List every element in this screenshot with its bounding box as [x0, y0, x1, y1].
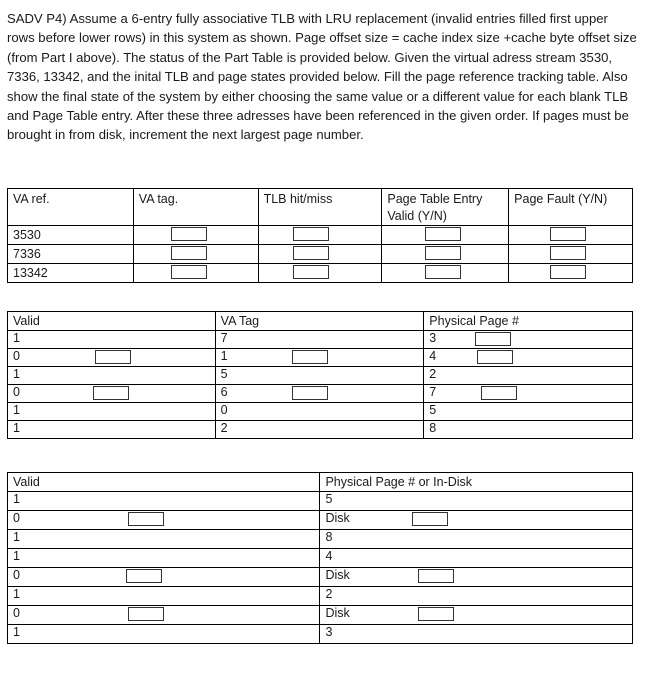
ppn-value: 8	[429, 421, 437, 435]
answer-box[interactable]	[550, 227, 586, 241]
table-row	[8, 587, 633, 606]
tlb-tag-cell	[215, 349, 424, 367]
va-ref-cell: 13342	[8, 264, 134, 283]
pt-value-cell	[320, 511, 633, 530]
table-row	[8, 530, 633, 549]
answer-box[interactable]	[418, 607, 454, 621]
pt-valid-cell	[8, 625, 320, 644]
pt-value-cell	[320, 587, 633, 606]
tracking-header-row	[8, 189, 633, 226]
pt-valid-cell	[8, 492, 320, 511]
va-tag-cell	[133, 226, 258, 245]
table-row	[8, 492, 633, 511]
table-row	[8, 331, 633, 349]
valid-value: 1	[13, 421, 20, 435]
tlb-tag-cell	[215, 403, 424, 421]
header-page-fault: Page Fault (Y/N)	[509, 189, 633, 226]
tlb-ppn-cell	[424, 403, 633, 421]
header-va-ref: VA ref.	[8, 189, 134, 226]
answer-box[interactable]	[418, 569, 454, 583]
header-valid: Valid	[8, 312, 216, 331]
pt-valid-cell	[8, 511, 320, 530]
va-tag-cell	[133, 245, 258, 264]
page-table-header-row	[8, 473, 633, 492]
tag-value: 7	[220, 331, 228, 345]
answer-box[interactable]	[293, 227, 329, 241]
answer-box[interactable]	[292, 350, 328, 364]
table-row	[8, 367, 633, 385]
table-row	[8, 226, 633, 245]
problem-statement: SADV P4) Assume a 6-entry fully associative TLB with LRU replacement (invalid entries filled first upper rows before lower rows) in this system as shown. Page offset size = cache index size +cache byte offset size (from Part I above). The status of the Part Table is provided below. Given the virtual adress stream 3530, 7336, 13342, and the inital TLB and page states provided below. Fill the page reference tracking table. Also show the final state of the system by either choosing the same value or a different value for each blank TLB and Page Table entry. After these three adresses have been referenced in the given order. If pages must be brought in from disk, increment the next largest page number.	[7, 11, 637, 143]
pt-valid-cell	[8, 587, 320, 606]
answer-box[interactable]	[481, 386, 517, 400]
pt-valid-cell	[8, 568, 320, 587]
table-row	[8, 349, 633, 367]
page-table	[7, 472, 633, 644]
ppn-value: 2	[429, 367, 437, 381]
pt-value-cell	[320, 530, 633, 549]
tlb-ppn-cell	[424, 385, 633, 403]
tag-value: 2	[220, 421, 228, 435]
tlb-hit-miss-cell	[258, 226, 382, 245]
pt-value-cell	[320, 568, 633, 587]
pt-value-cell	[320, 492, 633, 511]
answer-box[interactable]	[171, 246, 207, 260]
va-ref-cell: 7336	[8, 245, 134, 264]
page-fault-cell	[509, 264, 633, 283]
tag-value: 0	[220, 403, 228, 417]
pt-value-cell	[320, 625, 633, 644]
header-physical-page-or-disk: Physical Page # or In-Disk	[320, 473, 633, 492]
header-va-tag: VA tag.	[133, 189, 258, 226]
tlb-header-row	[8, 312, 633, 331]
answer-box[interactable]	[425, 246, 461, 260]
pt-value-cell	[320, 549, 633, 568]
table-row	[8, 511, 633, 530]
pt-valid-cell	[8, 549, 320, 568]
tlb-hit-miss-cell	[258, 264, 382, 283]
answer-box[interactable]	[550, 265, 586, 279]
pt-valid-cell	[8, 530, 320, 549]
tag-value: 1	[220, 349, 228, 363]
header-pte-valid: Page Table Entry Valid (Y/N)	[382, 189, 509, 226]
va-tag-cell	[133, 264, 258, 283]
pt-value-cell	[320, 606, 633, 625]
tlb-valid-cell	[8, 421, 216, 439]
table-row	[8, 568, 633, 587]
answer-box[interactable]	[171, 227, 207, 241]
tlb-ppn-cell	[424, 349, 633, 367]
tlb-table	[7, 311, 633, 439]
tlb-ppn-cell	[424, 331, 633, 349]
ppn-value: 2	[325, 587, 333, 601]
tlb-ppn-cell	[424, 421, 633, 439]
header-physical-page: Physical Page #	[424, 312, 633, 331]
va-ref-cell: 3530	[8, 226, 134, 245]
tlb-valid-cell	[8, 331, 216, 349]
answer-box[interactable]	[93, 386, 129, 400]
tlb-tag-cell	[215, 385, 424, 403]
ppn-value: Disk	[325, 606, 350, 620]
ppn-value: 3	[325, 625, 333, 639]
valid-value: 0	[13, 568, 20, 582]
answer-box[interactable]	[292, 386, 328, 400]
pte-valid-cell	[382, 245, 509, 264]
ppn-value: 3	[429, 331, 437, 345]
answer-box[interactable]	[412, 512, 448, 526]
ppn-value: 7	[429, 385, 437, 399]
answer-box[interactable]	[550, 246, 586, 260]
answer-box[interactable]	[126, 569, 162, 583]
ppn-value: Disk	[325, 511, 350, 525]
valid-value: 1	[13, 549, 20, 563]
table-row	[8, 264, 633, 283]
pte-valid-cell	[382, 264, 509, 283]
valid-value: 1	[13, 403, 20, 417]
pte-valid-cell	[382, 226, 509, 245]
table-row	[8, 245, 633, 264]
valid-value: 1	[13, 492, 20, 506]
valid-value: 0	[13, 606, 20, 620]
tlb-valid-cell	[8, 367, 216, 385]
answer-box[interactable]	[128, 512, 164, 526]
table-row	[8, 403, 633, 421]
table-row	[8, 549, 633, 568]
tlb-tag-cell	[215, 367, 424, 385]
valid-value: 0	[13, 385, 20, 399]
valid-value: 1	[13, 331, 20, 345]
page-fault-cell	[509, 245, 633, 264]
table-row	[8, 385, 633, 403]
ppn-value: 4	[325, 549, 333, 563]
reference-tracking-table	[7, 188, 633, 283]
header-tlb-hit-miss: TLB hit/miss	[258, 189, 382, 226]
ppn-value: 5	[429, 403, 437, 417]
tlb-tag-cell	[215, 421, 424, 439]
valid-value: 1	[13, 367, 20, 381]
tlb-valid-cell	[8, 385, 216, 403]
tag-value: 6	[220, 385, 228, 399]
tlb-valid-cell	[8, 349, 216, 367]
header-va-tag: VA Tag	[215, 312, 424, 331]
tag-value: 5	[220, 367, 228, 381]
answer-box[interactable]	[425, 227, 461, 241]
tlb-ppn-cell	[424, 367, 633, 385]
header-valid: Valid	[8, 473, 320, 492]
table-row	[8, 606, 633, 625]
answer-box[interactable]	[475, 332, 511, 346]
valid-value: 1	[13, 530, 20, 544]
ppn-value: 4	[429, 349, 437, 363]
answer-box[interactable]	[293, 265, 329, 279]
valid-value: 0	[13, 349, 20, 363]
answer-box[interactable]	[425, 265, 461, 279]
valid-value: 1	[13, 587, 20, 601]
valid-value: 1	[13, 625, 20, 639]
pt-valid-cell	[8, 606, 320, 625]
answer-box[interactable]	[128, 607, 164, 621]
answer-box[interactable]	[293, 246, 329, 260]
tlb-valid-cell	[8, 403, 216, 421]
answer-box[interactable]	[95, 350, 131, 364]
ppn-value: 5	[325, 492, 333, 506]
tlb-tag-cell	[215, 331, 424, 349]
ppn-value: Disk	[325, 568, 350, 582]
tlb-hit-miss-cell	[258, 245, 382, 264]
answer-box[interactable]	[477, 350, 513, 364]
table-row	[8, 625, 633, 644]
answer-box[interactable]	[171, 265, 207, 279]
ppn-value: 8	[325, 530, 333, 544]
table-row	[8, 421, 633, 439]
valid-value: 0	[13, 511, 20, 525]
page-fault-cell	[509, 226, 633, 245]
